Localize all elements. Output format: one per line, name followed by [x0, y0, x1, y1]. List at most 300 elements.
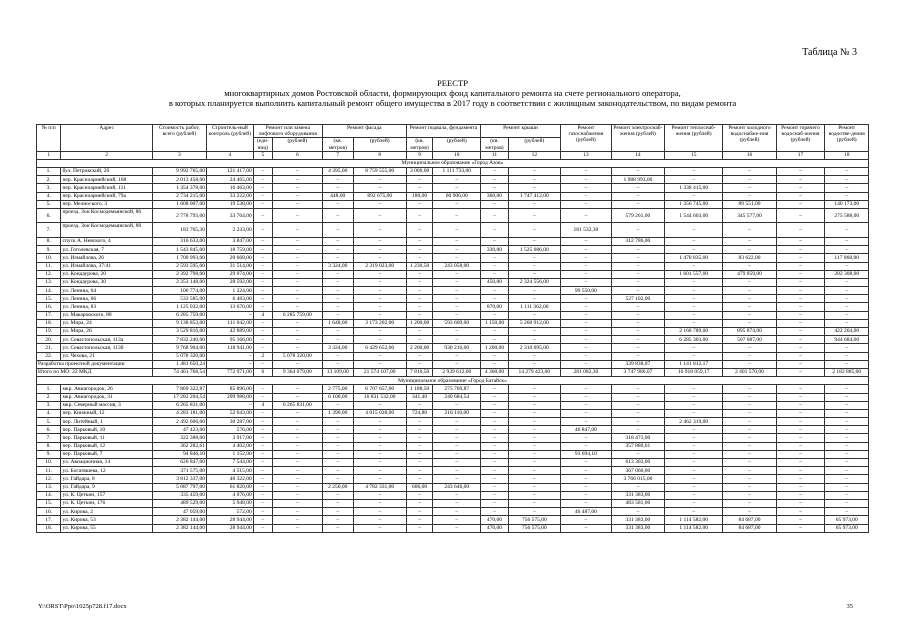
table-cell: – — [825, 401, 869, 409]
table-cell: – — [353, 336, 406, 344]
table-cell: – — [481, 176, 509, 184]
table-cell: 2 233,00 — [207, 223, 254, 238]
table-cell: 572,00 — [207, 508, 254, 516]
table-cell: – — [353, 360, 406, 368]
table-cell: – — [664, 278, 722, 286]
table-cell: 322 388,00 — [152, 434, 206, 442]
column-number: 8 — [353, 151, 406, 159]
table-row — [37, 434, 869, 442]
table-cell: 28 944,00 — [207, 524, 254, 532]
table-row — [37, 344, 869, 352]
table-cell: 367 060,00 — [611, 467, 664, 475]
table-cell: – — [508, 295, 560, 303]
table-cell: – — [322, 434, 353, 442]
table-cell: 724,80 — [406, 409, 433, 417]
table-cell: – — [664, 246, 722, 254]
table-cell: – — [353, 278, 406, 286]
table-cell: – — [508, 311, 560, 319]
table-cell: 14 279 423,00 — [508, 368, 560, 376]
table-cell: – — [253, 270, 272, 278]
table-cell: 11. — [37, 262, 61, 270]
table-cell: – — [353, 516, 406, 524]
table-cell: 6 707 657,00 — [353, 385, 406, 393]
table-cell: – — [723, 409, 776, 417]
table-row — [37, 450, 869, 458]
table-cell: – — [253, 287, 272, 295]
table-cell: – — [508, 270, 560, 278]
table-cell: – — [272, 176, 322, 184]
table-cell: 3 917,00 — [207, 434, 254, 442]
table-cell: 1 601 557,00 — [664, 270, 722, 278]
table-cell: 14. — [37, 491, 61, 499]
table-cell: – — [253, 385, 272, 393]
table-cell: 46 487,00 — [560, 508, 611, 516]
table-cell: – — [433, 467, 481, 475]
table-cell: – — [664, 262, 722, 270]
table-cell: – — [406, 328, 433, 336]
table-cell: 7. — [37, 223, 61, 238]
table-cell: 181 532,30 — [560, 223, 611, 238]
table-cell: – — [825, 450, 869, 458]
table-cell: – — [353, 254, 406, 262]
table-cell: 479 859,00 — [723, 270, 776, 278]
table-row — [37, 176, 869, 184]
table-cell: 9 364 079,00 — [272, 368, 322, 376]
table-cell: – — [825, 303, 869, 311]
table-cell: – — [433, 176, 481, 184]
table-cell: 16. — [37, 508, 61, 516]
table-cell: бул. Петровский, 20 — [61, 168, 152, 176]
table-cell: ул. Ленина, 66 — [61, 295, 152, 303]
table-cell: 2 939 612,00 — [433, 368, 481, 376]
table-cell: – — [433, 401, 481, 409]
table-cell: – — [481, 442, 509, 450]
table-cell: – — [481, 450, 509, 458]
table-cell: – — [825, 426, 869, 434]
table-cell: 93 694,10 — [560, 450, 611, 458]
column-number-row — [37, 151, 869, 159]
table-cell: 2 401 570,00 — [723, 368, 776, 376]
table-cell: – — [433, 311, 481, 319]
table-cell: – — [406, 401, 433, 409]
table-cell: – — [272, 393, 322, 401]
document-subtitle-2: в которых планируется выполнить капитальный ремонт общего имущества в 2017 году в соответствии с жилищным законодательством, по видам ремонта — [168, 98, 737, 109]
table-cell: – — [776, 237, 825, 245]
table-cell: – — [664, 352, 722, 360]
table-cell: – — [406, 254, 433, 262]
column-number: 7 — [322, 151, 353, 159]
table-cell: ул. Севастопольская, 113б — [61, 344, 152, 352]
table-cell: – — [433, 418, 481, 426]
table-cell: ул. Ленина, 64 — [61, 287, 152, 295]
table-cell: 42 889,00 — [207, 328, 254, 336]
table-cell: – — [776, 336, 825, 344]
column-number: 17 — [776, 151, 825, 159]
header-roof-area: (кв. метров) — [481, 138, 509, 151]
table-cell: – — [508, 223, 560, 238]
table-row — [37, 200, 869, 208]
table-cell: 282 308,00 — [825, 270, 869, 278]
table-cell: 7 869 322,87 — [152, 385, 206, 393]
table-cell: 1 608 007,00 — [152, 200, 206, 208]
table-cell: 3 812 337,00 — [152, 475, 206, 483]
table-cell: 13. — [37, 483, 61, 491]
table-cell: – — [322, 176, 353, 184]
table-cell: – — [776, 254, 825, 262]
table-cell: – — [433, 475, 481, 483]
table-cell: – — [481, 295, 509, 303]
table-cell: – — [560, 516, 611, 524]
table-cell: – — [723, 176, 776, 184]
table-cell: 65 973,00 — [825, 516, 869, 524]
table-cell: – — [825, 311, 869, 319]
table-row — [37, 270, 869, 278]
table-cell: – — [776, 278, 825, 286]
table-cell: 1 544 603,00 — [664, 208, 722, 223]
table-cell: 18. — [37, 319, 61, 327]
table-cell: – — [272, 409, 322, 417]
table-cell: – — [776, 475, 825, 483]
table-cell: – — [272, 483, 322, 491]
table-cell: – — [272, 303, 322, 311]
header-elevator-rubles: (рублей) — [272, 138, 322, 151]
table-cell: 243 058,00 — [433, 262, 481, 270]
table-cell: ул. Мира, 24 — [61, 319, 152, 327]
table-cell: – — [481, 223, 509, 238]
table-cell: ул. К. Цеткин, 176 — [61, 499, 152, 507]
header-sewerage: Ремонт водоотве-дения (рублей) — [825, 125, 869, 152]
table-cell: – — [560, 270, 611, 278]
table-cell: 83 622,00 — [723, 254, 776, 262]
table-cell: 17. — [37, 516, 61, 524]
table-cell: – — [433, 328, 481, 336]
table-cell: – — [611, 262, 664, 270]
table-cell: 21 574 107,00 — [353, 368, 406, 376]
table-cell: 6 100,00 — [322, 393, 353, 401]
column-number: 3 — [152, 151, 206, 159]
table-cell: – — [723, 401, 776, 409]
table-cell: – — [560, 262, 611, 270]
table-cell: – — [723, 434, 776, 442]
table-cell: – — [272, 262, 322, 270]
table-cell: – — [322, 270, 353, 278]
table-cell: – — [433, 491, 481, 499]
table-cell: – — [508, 254, 560, 262]
table-cell: – — [406, 516, 433, 524]
column-number: 5 — [253, 151, 272, 159]
table-cell: – — [272, 508, 322, 516]
header-basement-group: Ремонт подвала, фундамента — [406, 125, 480, 138]
table-cell: – — [253, 508, 272, 516]
table-cell: – — [611, 352, 664, 360]
table-cell: 281 082,30 — [560, 368, 611, 376]
table-cell: 483 581,00 — [611, 499, 664, 507]
table-cell: – — [406, 360, 433, 368]
table-cell: 13. — [37, 278, 61, 286]
table-cell: – — [664, 393, 722, 401]
table-cell: – — [322, 303, 353, 311]
table-cell: – — [825, 223, 869, 238]
table-cell: – — [776, 450, 825, 458]
table-cell: – — [272, 184, 322, 192]
table-row — [37, 401, 869, 409]
table-cell: 331 383,00 — [611, 491, 664, 499]
table-cell: 12. — [37, 270, 61, 278]
table-cell: – — [353, 467, 406, 475]
table-cell: 1 111 733,00 — [433, 168, 481, 176]
table-cell: – — [776, 295, 825, 303]
table-cell: – — [776, 508, 825, 516]
table-row — [37, 246, 869, 254]
table-cell: – — [508, 483, 560, 491]
table-row — [37, 287, 869, 295]
table-cell: ул. Измайлова, 26 — [61, 254, 152, 262]
table-cell: – — [272, 491, 322, 499]
table-cell: – — [253, 450, 272, 458]
table-cell: – — [272, 192, 322, 200]
table-cell: – — [560, 393, 611, 401]
table-cell: – — [825, 442, 869, 450]
table-cell: 121 417,00 — [207, 168, 254, 176]
table-cell: 1 543 845,00 — [152, 246, 206, 254]
table-cell: – — [560, 475, 611, 483]
table-row — [37, 426, 869, 434]
table-cell: – — [272, 246, 322, 254]
table-cell: 316 633,00 — [152, 237, 206, 245]
table-row — [37, 385, 869, 393]
table-cell: – — [664, 385, 722, 393]
table-cell: 28 944,00 — [207, 516, 254, 524]
table-cell: 85 896,00 — [207, 385, 254, 393]
table-cell: – — [560, 237, 611, 245]
table-cell: – — [322, 467, 353, 475]
table-cell: – — [433, 426, 481, 434]
table-cell: – — [272, 360, 322, 368]
table-cell: 1 125 032,00 — [152, 303, 206, 311]
table-cell: 930 216,00 — [433, 344, 481, 352]
table-cell: 31 514,00 — [207, 262, 254, 270]
table-cell: – — [353, 499, 406, 507]
table-cell: – — [723, 508, 776, 516]
table-cell: – — [560, 434, 611, 442]
table-cell: 1 478 835,00 — [664, 254, 722, 262]
table-cell: – — [322, 223, 353, 238]
table-cell: – — [776, 319, 825, 327]
table-cell: – — [322, 516, 353, 524]
table-cell: – — [776, 360, 825, 368]
table-cell: – — [664, 491, 722, 499]
table-cell: – — [560, 254, 611, 262]
table-cell: – — [560, 168, 611, 176]
table-cell: – — [481, 168, 509, 176]
table-row — [37, 295, 869, 303]
table-cell: 9 992 765,00 — [152, 168, 206, 176]
table-cell: – — [406, 287, 433, 295]
table-cell: 95 166,00 — [207, 336, 254, 344]
table-cell: 1 114 582,00 — [664, 516, 722, 524]
table-cell: 470,00 — [481, 516, 509, 524]
table-cell: 12. — [37, 475, 61, 483]
table-cell: – — [825, 319, 869, 327]
table-cell: – — [253, 303, 272, 311]
table-cell: – — [560, 336, 611, 344]
table-cell: – — [723, 499, 776, 507]
table-row — [37, 311, 869, 319]
table-cell: 5. — [37, 418, 61, 426]
table-cell: – — [207, 360, 254, 368]
table-cell: 1 648,00 — [322, 319, 353, 327]
table-cell: 216 110,00 — [433, 409, 481, 417]
table-cell: – — [353, 508, 406, 516]
header-total-cost: Стоимость работ, всего (рублей) — [152, 125, 206, 152]
table-cell: – — [508, 491, 560, 499]
table-cell: пер. Красноармейский, 111 — [61, 184, 152, 192]
table-cell: 371 575,00 — [152, 467, 206, 475]
table-cell: – — [253, 237, 272, 245]
table-cell: – — [272, 319, 322, 327]
table-row — [37, 483, 869, 491]
table-cell: – — [776, 499, 825, 507]
table-cell: ул. Севастопольская, 113а — [61, 336, 152, 344]
document-subtitle-1: многоквартирных домов Ростовской области, формирующих фонд капитального ремонта на счете регионального оператора, — [224, 88, 681, 99]
table-cell: – — [611, 450, 664, 458]
table-cell: пер. Красноармейский, 79а — [61, 192, 152, 200]
table-cell: 47 423,00 — [152, 426, 206, 434]
header-facade-rubles: (рублей) — [353, 138, 406, 151]
table-cell: – — [776, 208, 825, 223]
table-cell: – — [560, 344, 611, 352]
column-number: 15 — [664, 151, 722, 159]
table-cell: – — [825, 475, 869, 483]
table-cell: – — [433, 254, 481, 262]
header-heating: Ремонт теплоснаб-жения (рублей) — [664, 125, 722, 152]
table-cell: – — [253, 168, 272, 176]
table-cell: 2 593 595,00 — [152, 262, 206, 270]
table-cell: – — [560, 499, 611, 507]
table-cell: – — [508, 475, 560, 483]
header-gas: Ремонт газоснабжения (рублей) — [560, 125, 611, 152]
table-cell: – — [322, 295, 353, 303]
table-cell: 870,00 — [481, 303, 509, 311]
table-cell: – — [322, 499, 353, 507]
table-cell: – — [560, 401, 611, 409]
table-cell: – — [560, 176, 611, 184]
table-cell: – — [481, 434, 509, 442]
table-cell: – — [611, 418, 664, 426]
table-cell: – — [353, 270, 406, 278]
table-cell: – — [272, 418, 322, 426]
table-cell: – — [253, 192, 272, 200]
table-cell: – — [723, 360, 776, 368]
table-cell: – — [776, 524, 825, 532]
table-cell: – — [560, 491, 611, 499]
table-cell: – — [508, 352, 560, 360]
table-cell: 4 782 331,00 — [353, 483, 406, 491]
table-cell: 1 481 650,24 — [152, 360, 206, 368]
header-basement-rubles: (рублей) — [433, 138, 481, 151]
table-cell: – — [433, 524, 481, 532]
table-cell: – — [560, 295, 611, 303]
table-cell: – — [611, 319, 664, 327]
table-cell: 3 173 202,00 — [353, 319, 406, 327]
table-cell: – — [723, 278, 776, 286]
table-cell: – — [481, 311, 509, 319]
table-cell: 9 768 904,00 — [152, 344, 206, 352]
table-cell: 1 224,00 — [207, 287, 254, 295]
header-elevator-group: Ремонт или замена лифтового оборудования — [253, 125, 322, 138]
table-cell: – — [406, 442, 433, 450]
table-cell: 16 831 532,00 — [353, 393, 406, 401]
table-row — [37, 319, 869, 327]
table-cell: пер. Книжный, 12 — [61, 409, 152, 417]
table-cell: – — [664, 450, 722, 458]
column-number: 1 — [37, 151, 61, 159]
table-cell: – — [825, 184, 869, 192]
table-cell: – — [825, 278, 869, 286]
table-cell: – — [723, 303, 776, 311]
table-cell: – — [253, 459, 272, 467]
table-cell: 8. — [37, 237, 61, 245]
table-cell: – — [481, 200, 509, 208]
table-cell: – — [433, 270, 481, 278]
table-row — [37, 524, 869, 532]
table-cell: 3 847,00 — [207, 237, 254, 245]
table-cell: – — [253, 262, 272, 270]
table-row — [37, 192, 869, 200]
table-cell: 4 — [253, 401, 272, 409]
table-cell: – — [611, 385, 664, 393]
table-cell: – — [433, 200, 481, 208]
table-cell: – — [776, 368, 825, 376]
table-cell: – — [272, 475, 322, 483]
table-cell: 3. — [37, 401, 61, 409]
table-cell: – — [353, 450, 406, 458]
table-cell: 944 684,00 — [825, 336, 869, 344]
table-cell: 1 338 415,00 — [664, 184, 722, 192]
table-cell: 84 687,00 — [723, 524, 776, 532]
table-cell: – — [253, 524, 272, 532]
table-cell: – — [406, 278, 433, 286]
table-cell: – — [611, 223, 664, 238]
table-cell: 1 747 412,00 — [508, 192, 560, 200]
section-row — [37, 159, 869, 167]
table-cell: – — [353, 287, 406, 295]
table-row — [37, 442, 869, 450]
table-cell: – — [253, 319, 272, 327]
table-cell: – — [776, 184, 825, 192]
table-cell: – — [776, 328, 825, 336]
table-cell: – — [253, 426, 272, 434]
table-cell: – — [664, 401, 722, 409]
table-cell: 1 114 582,00 — [664, 524, 722, 532]
table-cell: 2 319 023,00 — [353, 262, 406, 270]
table-cell: – — [272, 270, 322, 278]
table-cell: – — [776, 516, 825, 524]
header-number: № п/п — [37, 125, 61, 152]
table-cell: 4 395,00 — [322, 168, 353, 176]
table-cell: – — [272, 467, 322, 475]
table-cell: – — [353, 352, 406, 360]
header-facade-area: (кв. метров) — [322, 138, 353, 151]
table-cell: – — [406, 450, 433, 458]
header-roof-group: Ремонт крыши — [481, 125, 561, 138]
table-cell: – — [825, 287, 869, 295]
table-cell: 117 868,00 — [825, 254, 869, 262]
table-cell: – — [664, 442, 722, 450]
table-cell: 5 260 912,00 — [508, 319, 560, 327]
table-cell: 330,00 — [481, 246, 509, 254]
table-cell: – — [406, 246, 433, 254]
